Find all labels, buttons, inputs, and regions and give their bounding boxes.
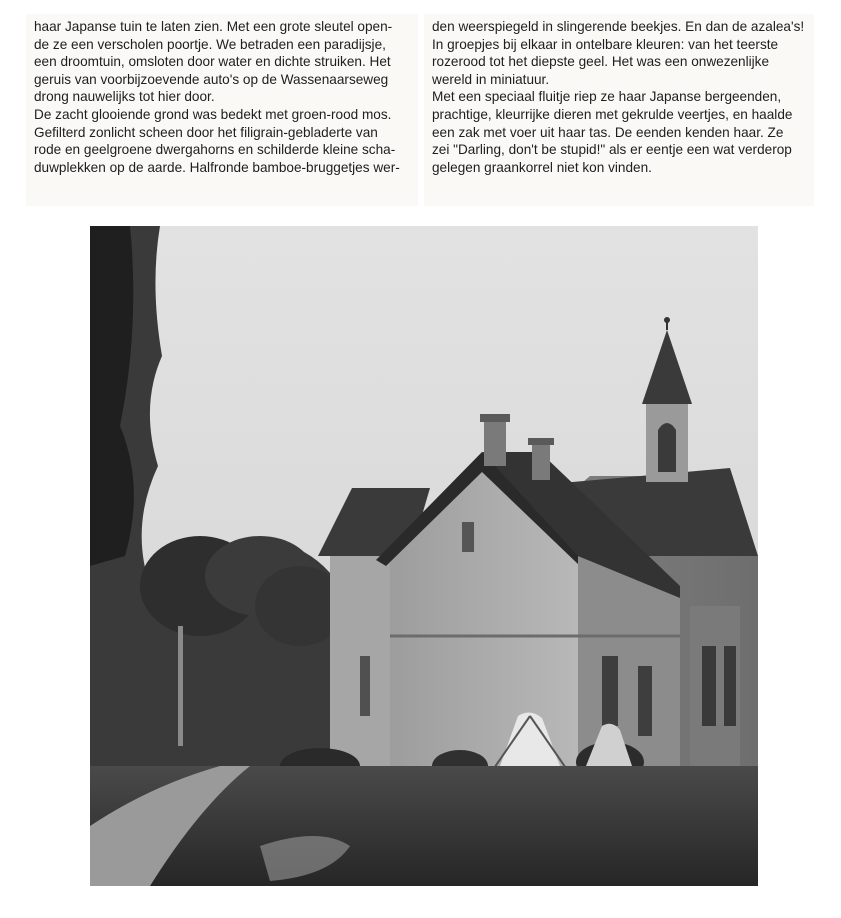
text-line: haar Japanse tuin te laten zien. Met een grote sleutel open- <box>34 19 393 34</box>
text-line: rozerood tot het diepste geel. Het was een onwezenlijke <box>432 54 770 70</box>
building-photo-illustration <box>90 226 758 886</box>
text-line: De zacht glooiende grond was bedekt met groen-rood mos. <box>34 106 392 122</box>
text-line: een zak met voer uit haar tas. De eenden kenden haar. Ze <box>432 124 784 140</box>
text-line: gelegen graankorrel niet kon vinden. <box>432 159 652 175</box>
text-line: In groepjes bij elkaar in ontelbare kleuren: van het teerste <box>432 36 779 52</box>
text-line: de ze een verscholen poortje. We betraden een paradijsje, <box>34 36 386 52</box>
text-line: duwplekken op de aarde. Halfronde bamboe-bruggetjes wer- <box>34 159 400 175</box>
article-column-right <box>424 14 814 206</box>
text-line: drong nauwelijks tot hier door. <box>34 89 215 105</box>
paragraph <box>432 88 808 176</box>
paragraph <box>432 18 808 88</box>
paragraph <box>34 18 412 106</box>
text-line: Met een speciaal fluitje riep ze haar Japanse bergeenden, <box>432 89 782 105</box>
text-line: prachtige, kleurrijke dieren met gekrulde veertjes, en haalde <box>432 106 793 122</box>
text-line: rode en geelgroene dwergahorns en schilderde kleine scha- <box>34 142 396 158</box>
building-photo <box>90 226 758 886</box>
paragraph <box>34 106 412 176</box>
text-line: geruis van voorbijzoevende auto's op de Wassenaarseweg <box>34 71 389 87</box>
text-line: zei "Darling, don't be stupid!" als er eentje een wat verderop <box>432 142 792 158</box>
text-line: een droomtuin, omsloten door water en dichte struiken. Het <box>34 54 391 70</box>
text-line: den weerspiegeld in slingerende beekjes. En dan de azalea's! <box>432 19 805 34</box>
article-column-left <box>26 14 418 206</box>
text-line: wereld in miniatuur. <box>432 71 550 87</box>
text-line: Gefilterd zonlicht scheen door het filigrain-gebladerte van <box>34 124 378 140</box>
